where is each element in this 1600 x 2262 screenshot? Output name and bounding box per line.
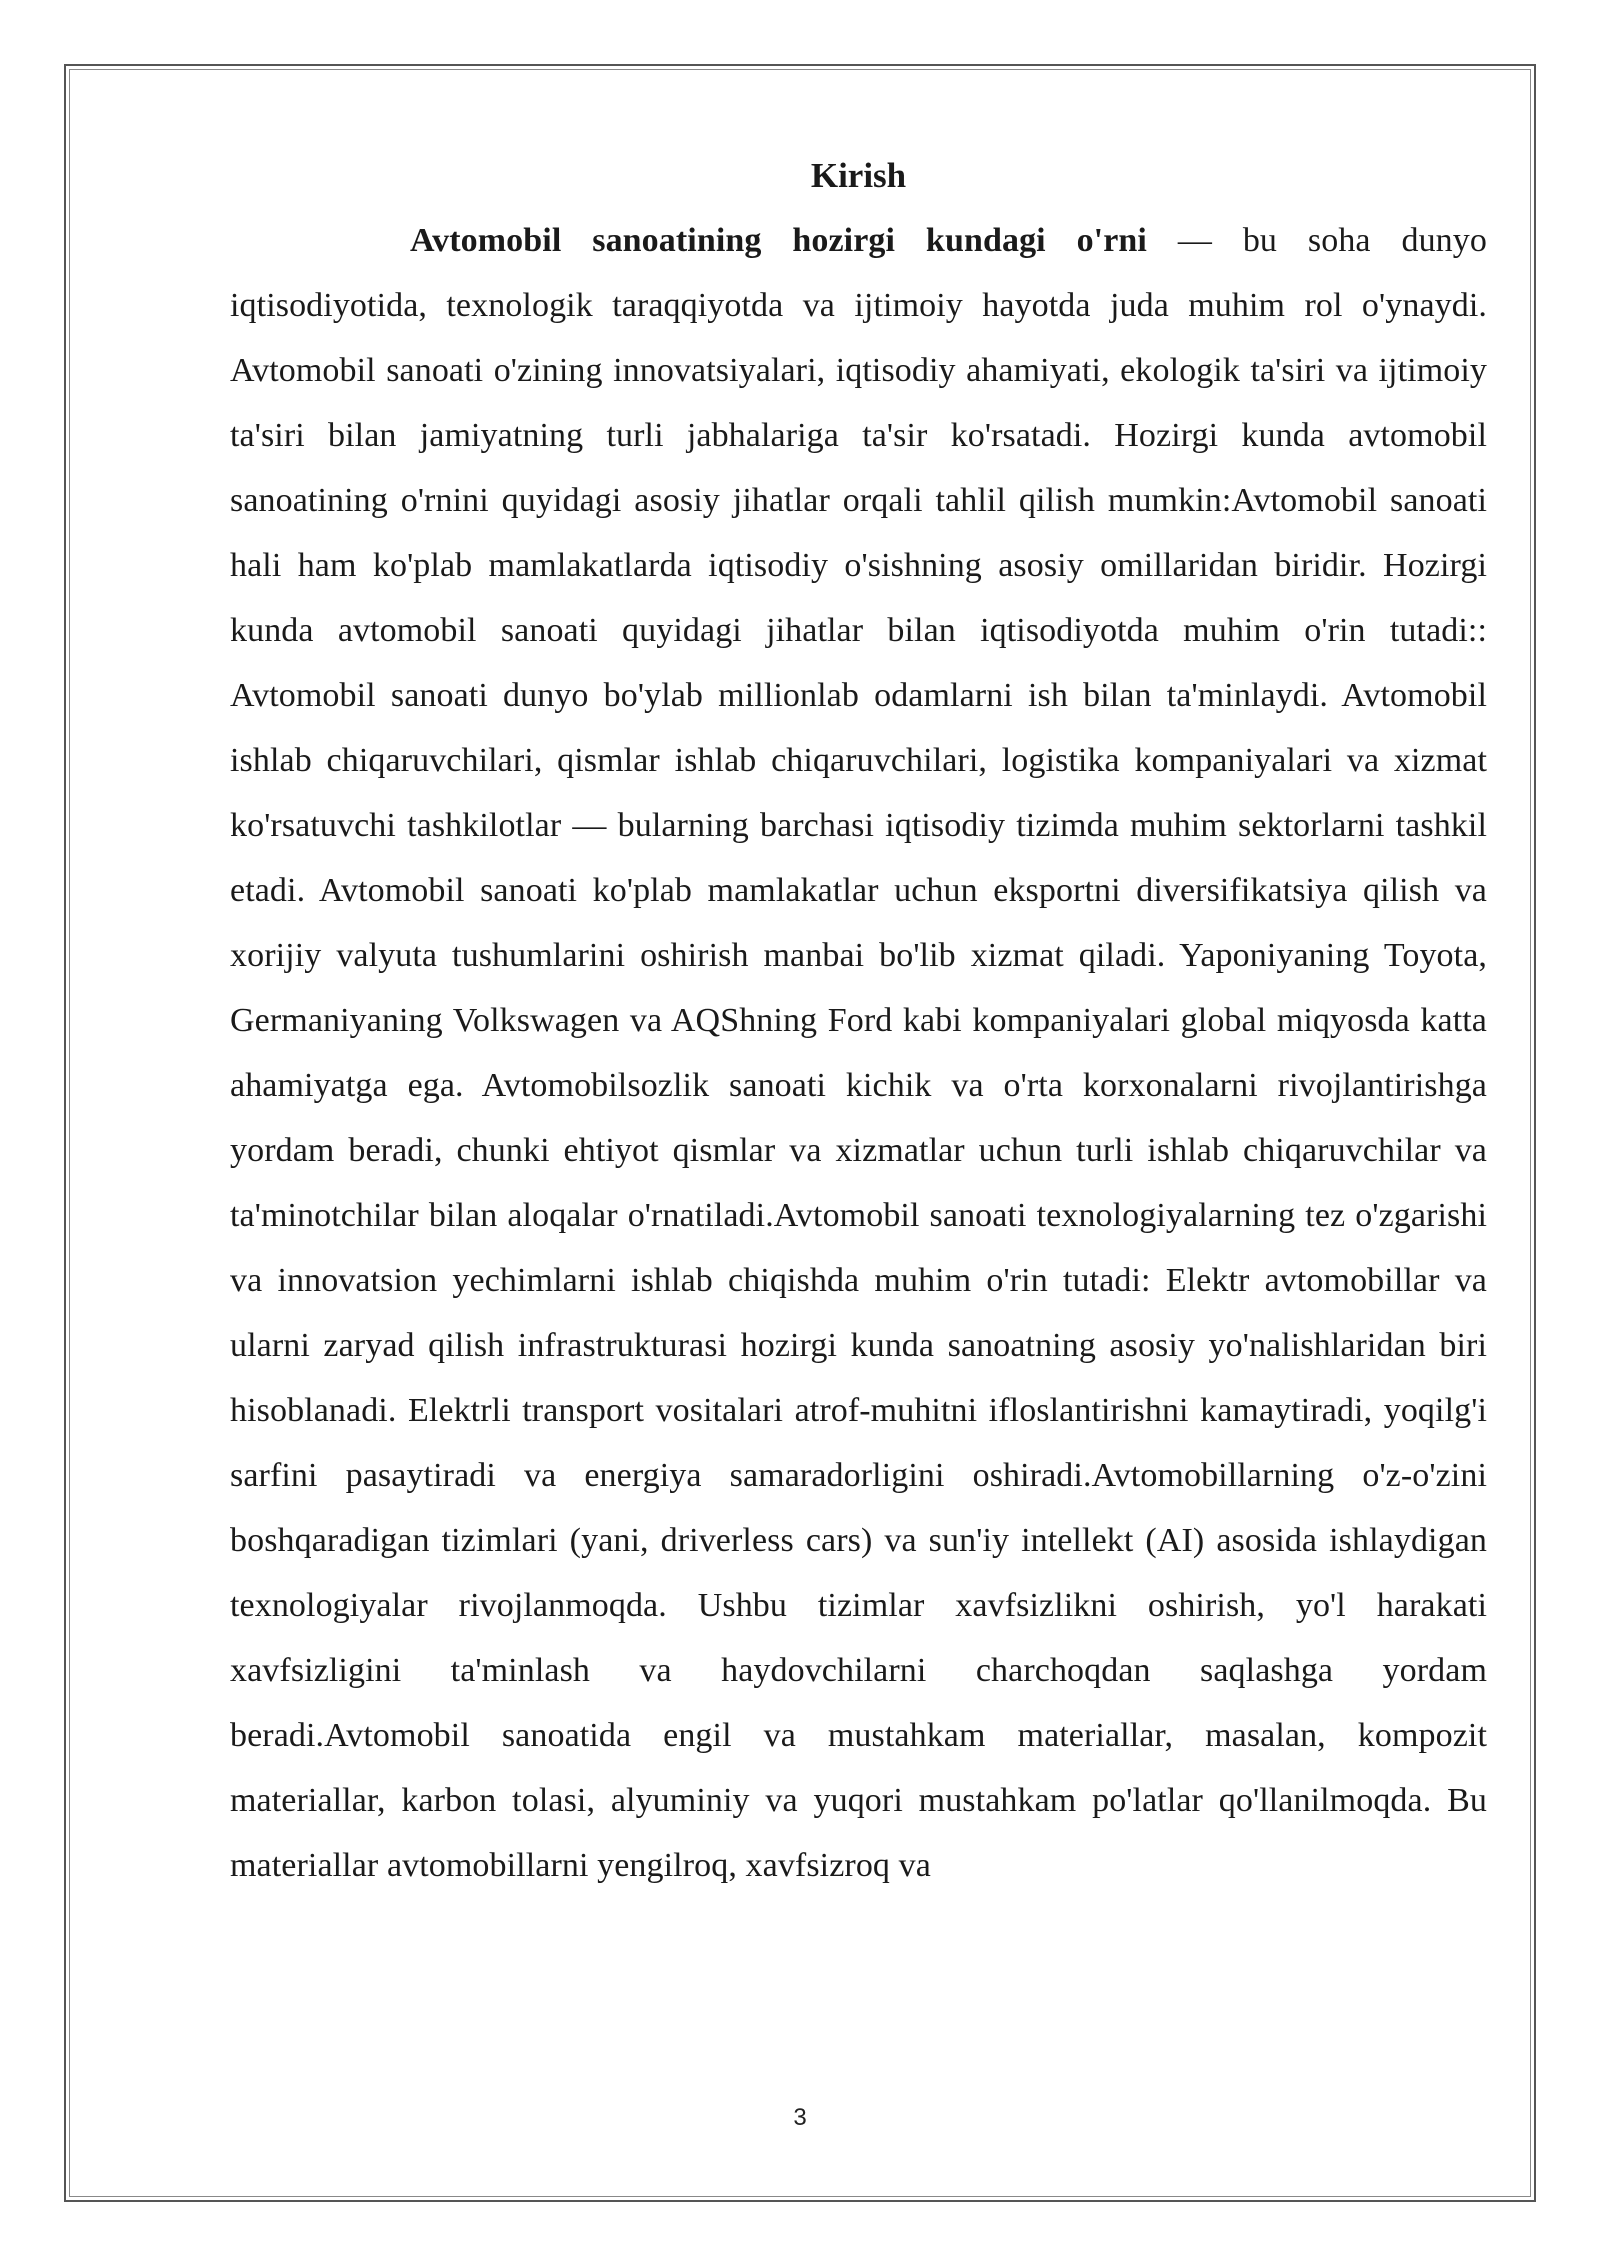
paragraph-text: — bu soha dunyo iqtisodiyotida, texnologik taraqqiyotda va ijtimoiy hayotda juda muhim rol o'ynaydi. Avtomobil sanoati o'zining innovatsiyalari, iqtisodiy ahamiyati, ekologik ta'siri va ijtimoiy ta'siri bilan jamiyatning turli jabhalariga ta'sir ko'rsatadi. Hozirgi kunda avtomobil sanoatining o'rnini quyidagi asosiy jihatlar orqali tahlil qilish mumkin:Avtomobil sanoati hali ham ko'plab mamlakatlarda iqtisodiy o'sishning asosiy omillaridan biridir. Hozirgi kunda avtomobil sanoati quyidagi jihatlar bilan iqtisodiyotda muhim o'rin tutadi:: Avtomobil sanoati dunyo bo'ylab millionlab odamlarni ish bilan ta'minlaydi. Avtomobil ishlab chiqaruvchilari, qismlar ishlab chiqaruvchilari, logistika kompaniyalari va xizmat ko'rsatuvchi tashkilotlar — bularning barchasi iqtisodiy tizimda muhim sektorlarni tashkil etadi. Avtomobil sanoati ko'plab mamlakatlar uchun eksportni diversifikatsiya qilish va xorijiy valyuta tushumlarini oshirish manbai bo'lib xizmat qiladi. Yaponiyaning Toyota, Germaniyaning Volkswagen va AQShning Ford kabi kompaniyalari global miqyosda katta ahamiyatga ega. Avtomobilsozlik sanoati kichik va o'rta korxonalarni rivojlantirishga yordam beradi, chunki ehtiyot qismlar va xizmatlar uchun turli ishlab chiqaruvchilar va ta'minotchilar bilan aloqalar o'rnatiladi.Avtomobil sanoati texnologiyalarning tez o'zgarishi va innovatsion yechimlarni ishlab chiqishda muhim o'rin tutadi: Elektr avtomobillar va ularni zaryad qilish infrastrukturasi hozirgi kunda sanoatning asosiy yo'nalishlaridan biri hisoblanadi. Elektrli transport vositalari atrof-muhitni ifloslantirishni kamaytiradi, yoqilg'i sarfini pasaytiradi va energiya samaradorligini oshiradi.Avtomobillarning o'z-o'zini boshqaradigan tizimlari (yani, driverless cars) va sun'iy intellekt (AI) asosida ishlaydigan texnologiyalar rivojlanmoqda. Ushbu tizimlar xavfsizlikni oshirish, yo'l harakati xavfsizligini ta'minlash va haydovchilarni charchoqdan saqlashga yordam beradi.Avtomobil sanoatida engil va mustahkam materiallar, masalan, kompozit materiallar, karbon tolasi, alyuminiy va yuqori mustahkam po'latlar qo'llanilmoqda. Bu materiallar avtomobillarni yengilroq, xavfsizroq va bbox=[230, 222, 1487, 1884]
section-title: Kirish bbox=[810, 156, 907, 195]
page-number: 3 bbox=[793, 2104, 807, 2131]
document-content bbox=[230, 146, 1487, 1898]
body-paragraph bbox=[230, 208, 1487, 1898]
lead-phrase: Avtomobil sanoatining hozirgi kundagi o'rni bbox=[410, 222, 1147, 259]
